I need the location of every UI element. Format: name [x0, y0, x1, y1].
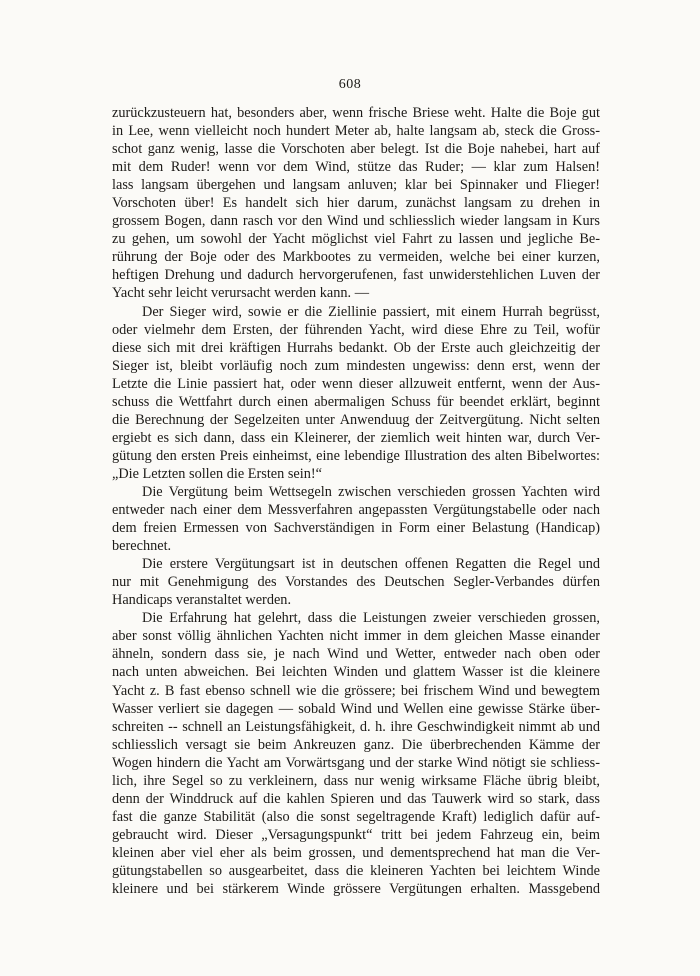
text-line: gebraucht wird. Dieser „Versagungspunkt“ tritt bei jedem Fahrzeug ein, beim	[112, 826, 600, 843]
text-line: zurückzusteuern hat, besonders aber, wenn frische Briese weht. Halte die Boje gut	[112, 105, 600, 121]
text-line: Die Vergütung beim Wettsegeln zwischen verschieden grossen Yachten wird	[142, 483, 600, 500]
text-line: schot ganz wenig, lasse die Vorschoten aber belegt. Ist die Boje nahebei, hart auf	[112, 141, 600, 158]
text-line: Yacht sehr leicht verursacht werden kann. —	[112, 285, 370, 302]
text-line: berechnet.	[112, 538, 172, 555]
page-number: 608	[338, 77, 362, 92]
text-line: diese sich mit drei kräftigen Hurrahs bedankt. Ob der Erste auch gleichzeitig der	[112, 339, 600, 356]
paragraph-5	[112, 609, 600, 898]
text-line: schreiten -- schnell an Leistungsfähigkeit, d. h. ihre Geschwindigkeit nimmt ab und	[112, 718, 600, 735]
text-line: aber sonst völlig ähnlichen Yachten nicht immer in dem gleichen Masse einander	[112, 628, 600, 645]
text-line: nur mit Genehmigung des Vorstandes des Deutschen Segler-Verbandes dürfen	[112, 574, 600, 591]
text-line: heftigen Drehung und dadurch hervorgerufenen, fast unwiderstehlichen Luven der	[112, 267, 600, 284]
text-line: Letzte die Linie passiert hat, oder wenn dieser allzuweit entfernt, wenn der Aus-	[112, 375, 600, 392]
text-line: Vorschoten über! Es handelt sich hier darum, zunächst langsam zu drehen in	[112, 195, 600, 212]
text-line: gütung den ersten Preis einheimst, eine lebendige Illustration des alten Bibelwortes:	[112, 447, 600, 464]
text-line: Die Erfahrung hat gelehrt, dass die Leistungen zweier verschieden grossen,	[142, 610, 600, 627]
text-line: Der Sieger wird, sowie er die Ziellinie passiert, mit einem Hurrah begrüsst,	[142, 303, 600, 320]
text-line: Sieger ist, bleibt vorläufig noch zum mindesten ungewiss: denn erst, wenn der	[112, 357, 600, 374]
text-line: Handicaps veranstaltet werden.	[112, 592, 292, 609]
text-line: lich, ihre Segel so zu verkleinern, dass nur wenig wirksame Fläche übrig bleibt,	[112, 772, 600, 789]
paragraph-4	[112, 555, 600, 609]
text-line: mit dem Ruder! wenn vor dem Wind, stütze das Ruder; — klar zum Halsen!	[112, 159, 600, 176]
text-line: Wasser verliert sie dagegen — sobald Wind und Wellen eine gewisse Stärke über-	[112, 700, 600, 717]
text-line: lass langsam übergehen und langsam anluven; klar bei Spinnaker und Flieger!	[112, 177, 600, 194]
text-line: ergiebt es sich dann, dass ein Kleinerer, der ziemlich weit hinten war, durch Ver-	[112, 429, 600, 446]
text-line: kleinere und bei stärkerem Winde grössere Vergütungen erhalten. Massgebend	[112, 881, 600, 898]
text-line: fast die ganze Stabilität (also die sonst segeltragende Kraft) lediglich dafür auf-	[112, 808, 600, 825]
text-line: entweder nach einer dem Messverfahren angepassten Vergütungstabelle oder nach	[112, 502, 600, 519]
text-line: Yacht z. B fast ebenso schnell wie die grössere; bei frischem Wind und bewegtem	[112, 682, 600, 699]
text-line: oder vielmehr dem Ersten, der führenden Yacht, wird diese Ehre zu Teil, wofür	[112, 321, 600, 338]
text-line: zu gehen, um sowohl der Yacht möglichst viel Fahrt zu lassen und jegliche Be-	[112, 231, 600, 248]
text-line: dem freien Ermessen von Sachverständigen in Form einer Belastung (Handicap)	[112, 520, 600, 537]
text-line: schuss die Wettfahrt durch einen abermaligen Schuss für beendet erklärt, beginnt	[112, 393, 600, 410]
text-line: schliesslich versagt sie beim Ankreuzen ganz. Die überbrechenden Kämme der	[112, 736, 600, 753]
text-line: gütungstabellen so ausgearbeitet, dass die kleineren Yachten bei leichtem Winde	[112, 862, 600, 879]
text-line: kleinen aber viel eher als beim grossen, und dementsprechend hat man die Ver-	[112, 844, 600, 861]
text-line: ähneln, sondern dass sie, je nach Wind und Wetter, entweder nach oben oder	[112, 646, 600, 663]
paragraph-2	[112, 303, 600, 483]
text-line: grossem Bogen, dann rasch vor den Wind und schliesslich wieder langsam in Kurs	[112, 213, 600, 230]
text-line: rührung der Boje oder des Markbootes zu vermeiden, welche bei einer kurzen,	[112, 249, 600, 266]
paragraph-3	[112, 483, 600, 555]
text-line: „Die Letzten sollen die Ersten sein!“	[112, 465, 322, 482]
text-line: die Berechnung der Segelzeiten unter Anwenduug der Zeitvergütung. Nicht selten	[112, 411, 600, 428]
text-block	[112, 104, 600, 898]
text-line: Wogen hindern die Yacht am Vorwärtsgang und der starke Wind nötigt sie schliess-	[112, 754, 600, 771]
text-line: nach unten abweichen. Bei leichten Winden und glattem Wasser ist die kleinere	[112, 664, 600, 681]
paragraph-1	[112, 104, 600, 303]
text-line: in Lee, wenn vielleicht noch hundert Meter ab, halte langsam ab, steck die Gross-	[112, 123, 600, 140]
text-line: Die erstere Vergütungsart ist in deutschen offenen Regatten die Regel und	[142, 556, 600, 573]
text-line: denn der Winddruck auf die kahlen Spieren und das Tauwerk wird so stark, dass	[112, 790, 600, 807]
